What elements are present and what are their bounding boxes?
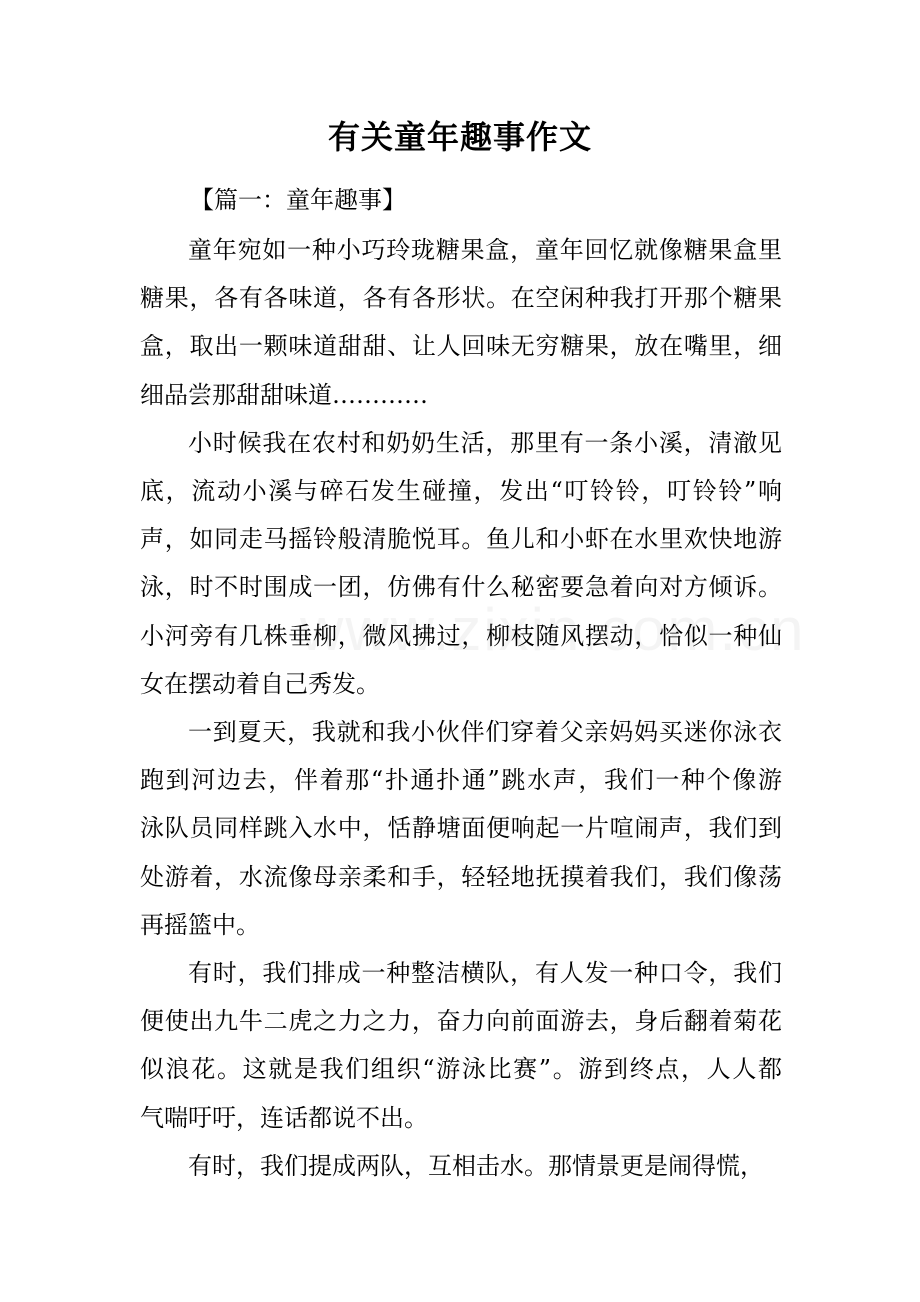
- text-line: 似浪花。这就是我们组织“游泳比赛”。游到终点，人人都: [140, 1055, 782, 1084]
- text-line: 底，流动小溪与碎石发生碰撞，发出“叮铃铃，叮铃铃”响: [140, 477, 782, 506]
- paragraph: [140, 949, 782, 1142]
- paragraph: [140, 1142, 782, 1190]
- text-line: 泳，时不时围成一团，仿佛有什么秘密要急着向对方倾诉。: [140, 573, 782, 602]
- text-line: 一到夏天，我就和我小伙伴们穿着父亲妈妈买迷你泳衣: [188, 718, 782, 747]
- text-line: 声，如同走马摇铃般清脆悦耳。鱼儿和小虾在水里欢快地游: [140, 525, 782, 554]
- document-title: 有关童年趣事作文: [327, 118, 592, 156]
- text-line: 有时，我们提成两队，互相击水。那情景更是闹得慌，: [188, 1151, 764, 1180]
- section-heading: 【篇一：童年趣事】: [190, 186, 406, 214]
- text-line: 再摇篮中。: [140, 910, 260, 939]
- paragraph: [140, 226, 782, 419]
- paragraph: [140, 419, 782, 708]
- text-line: 便使出九牛二虎之力之力，奋力向前面游去，身后翻着菊花: [140, 1007, 782, 1036]
- text-line: 泳队员同样跳入水中，恬静塘面便响起一片喧闹声，我们到: [140, 814, 782, 843]
- text-line: 盒，取出一颗味道甜甜、让人回味无穷糖果，放在嘴里，细: [140, 332, 782, 361]
- paragraph: [140, 708, 782, 949]
- text-line: 有时，我们排成一种整洁横队，有人发一种口令，我们: [188, 959, 782, 988]
- text-line: 小河旁有几株垂柳，微风拂过，柳枝随风摆动，恰似一种仙: [140, 621, 782, 650]
- text-line: 女在摆动着自己秀发。: [140, 669, 380, 698]
- text-line: 细品尝那甜甜味道…………: [140, 380, 428, 409]
- text-line: 小时候我在农村和奶奶生活，那里有一条小溪，清澈见: [188, 428, 782, 457]
- document-body: [140, 226, 782, 1190]
- text-line: 跑到河边去，伴着那“扑通扑通”跳水声，我们一种个像游: [140, 766, 782, 795]
- text-line: 处游着，水流像母亲柔和手，轻轻地抚摸着我们，我们像荡: [140, 862, 782, 891]
- text-line: 糖果，各有各味道，各有各形状。在空闲种我打开那个糖果: [140, 284, 782, 313]
- text-line: 童年宛如一种小巧玲珑糖果盒，童年回忆就像糖果盒里: [188, 236, 782, 264]
- text-line: 气喘吁吁，连话都说不出。: [140, 1103, 428, 1132]
